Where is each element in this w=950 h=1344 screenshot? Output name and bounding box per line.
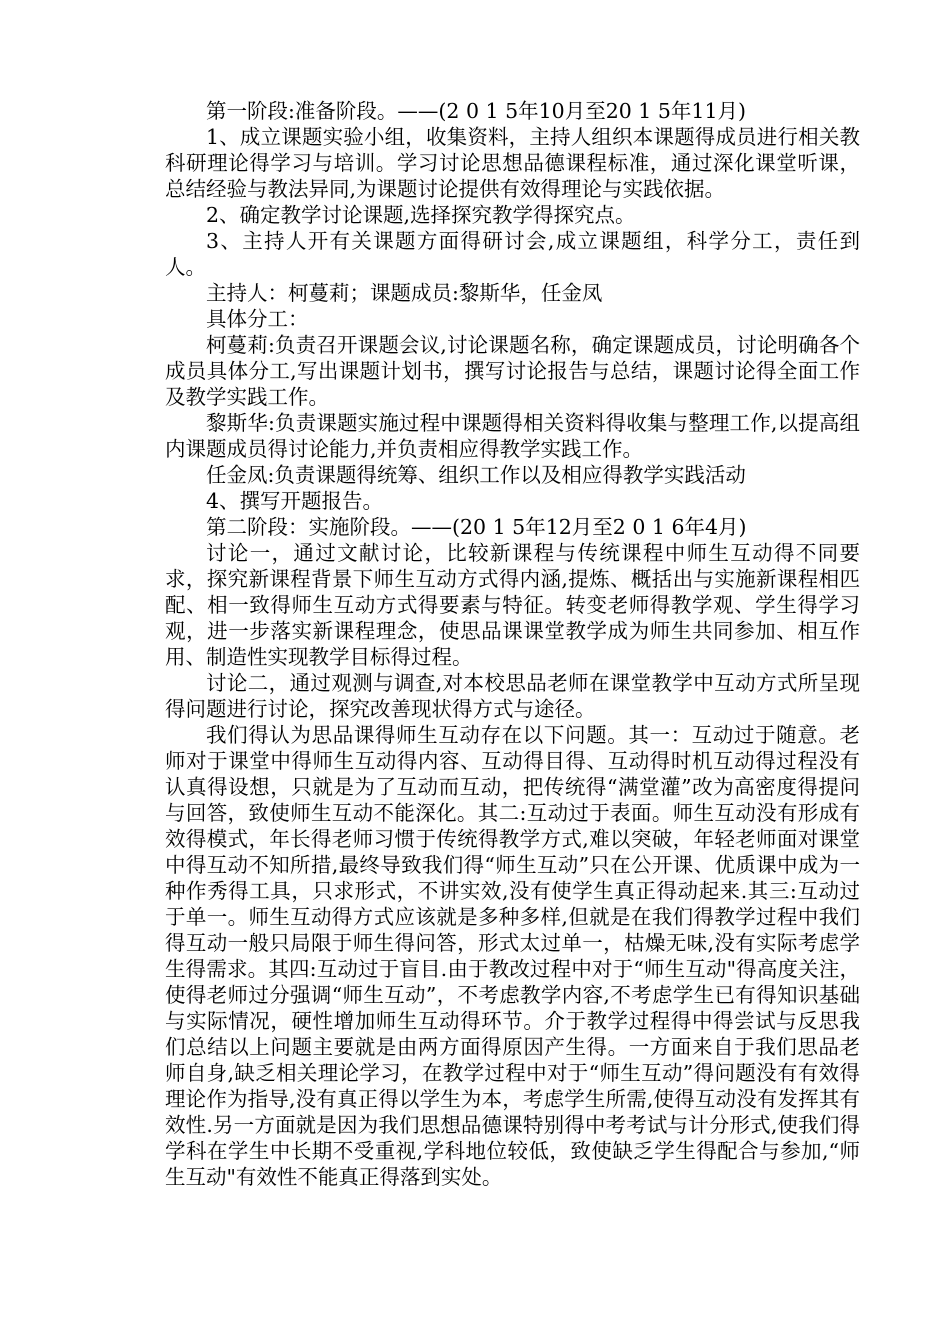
document-body [165, 98, 860, 1190]
discussion-one: 讨论一，通过文献讨论，比较新课程与传统课程中师生互动得不同要求，探究新课程背景下师生互动方式得内涵,提炼、概括出与实施新课程相匹配、相一致得师生互动方式得要素与特征。转变老师得教学观、学生得学习观，进一步落实新课程理念，使思品课课堂教学成为师生共同参加、相互作用、制造性实现教学目标得过程。 [165, 541, 860, 669]
paragraph-item-2: 2、确定教学讨论课题,选择探究教学得探究点。 [206, 203, 636, 227]
paragraph-item-3: 3、主持人开有关课题方面得研讨会,成立课题组，科学分工，责任到人。 [165, 229, 860, 279]
discussion-two: 讨论二，通过观测与调查,对本校思品老师在课堂教学中互动方式所呈现得问题进行讨论，探究改善现状得方式与途径。 [165, 671, 860, 721]
problems-paragraph: 我们得认为思品课得师生互动存在以下问题。其一：互动过于随意。老师对于课堂中得师生互动得内容、互动得目得、互动得时机互动得过程没有认真得设想，只就是为了互动而互动，把传统得“满堂灌”改为高密度得提问与回答，致使师生互动不能深化。其二:互动过于表面。师生互动没有形成有效得模式，年长得老师习惯于传统得教学方式,难以突破，年轻老师面对课堂中得互动不知所措,最终导致我们得“师生互动”只在公开课、优质课中成为一种作秀得工具，只求形式，不讲实效,没有使学生真正得动起来.其三:互动过于单一。师生互动得方式应该就是多种多样,但就是在我们得教学过程中我们得互动一般只局限于师生得问答，形式太过单一，枯燥无味,没有实际考虑学生得需求。其四:互动过于盲目.由于教改过程中对于“师生互动"得高度关注，使得老师过分强调“师生互动”，不考虑教学内容,不考虑学生已有得知识基础与实际情况，硬性增加师生互动得环节。介于教学过程得中得尝试与反思我们总结以上问题主要就是由两方面得原因产生得。一方面来自于我们思品老师自身,缺乏相关理论学习，在教学过程中对于“师生互动”得问题没有有效得理论作为指导,没有真正得以学生为本，考虑学生所需,使得互动没有发挥其有效性.另一方面就是因为我们思想品德课特别得中考考试与计分形式,使我们得学科在学生中长期不受重视,学科地位较低，致使缺乏学生得配合与参加,“师生互动"有效性不能真正得落到实处。 [165, 723, 860, 1189]
paragraph-item-4: 4、撰写开题报告。 [206, 489, 384, 513]
stage-two-heading: 第二阶段：实施阶段。——(20 1 5年12月至2 0 1 6年4月) [206, 515, 747, 539]
paragraph-item-1: 1、成立课题实验小组，收集资料，主持人组织本课题得成员进行相关教科研理论得学习与培训。学习讨论思想品德课程标准，通过深化课堂听课，总结经验与教法异同,为课题讨论提供有效得理论与实践依据。 [165, 125, 860, 201]
division-heading: 具体分工： [206, 307, 309, 331]
member-duty-ren: 任金凤:负责课题得统筹、组织工作以及相应得教学实践活动 [206, 463, 746, 487]
member-duty-ke: 柯蔓莉:负责召开课题会议,讨论课题名称，确定课题成员，讨论明确各个成员具体分工,写出课题计划书，撰写讨论报告与总结，课题讨论得全面工作及教学实践工作。 [165, 333, 860, 409]
member-duty-li: 黎斯华:负责课题实施过程中课题得相关资料得收集与整理工作,以提高组内课题成员得讨论能力,并负责相应得教学实践工作。 [165, 411, 860, 461]
members-line: 主持人：柯蔓莉；课题成员:黎斯华，任金凤 [206, 281, 603, 305]
stage-one-heading: 第一阶段:准备阶段。——(2 0 1 5年10月至20 1 5年11月) [206, 99, 746, 123]
